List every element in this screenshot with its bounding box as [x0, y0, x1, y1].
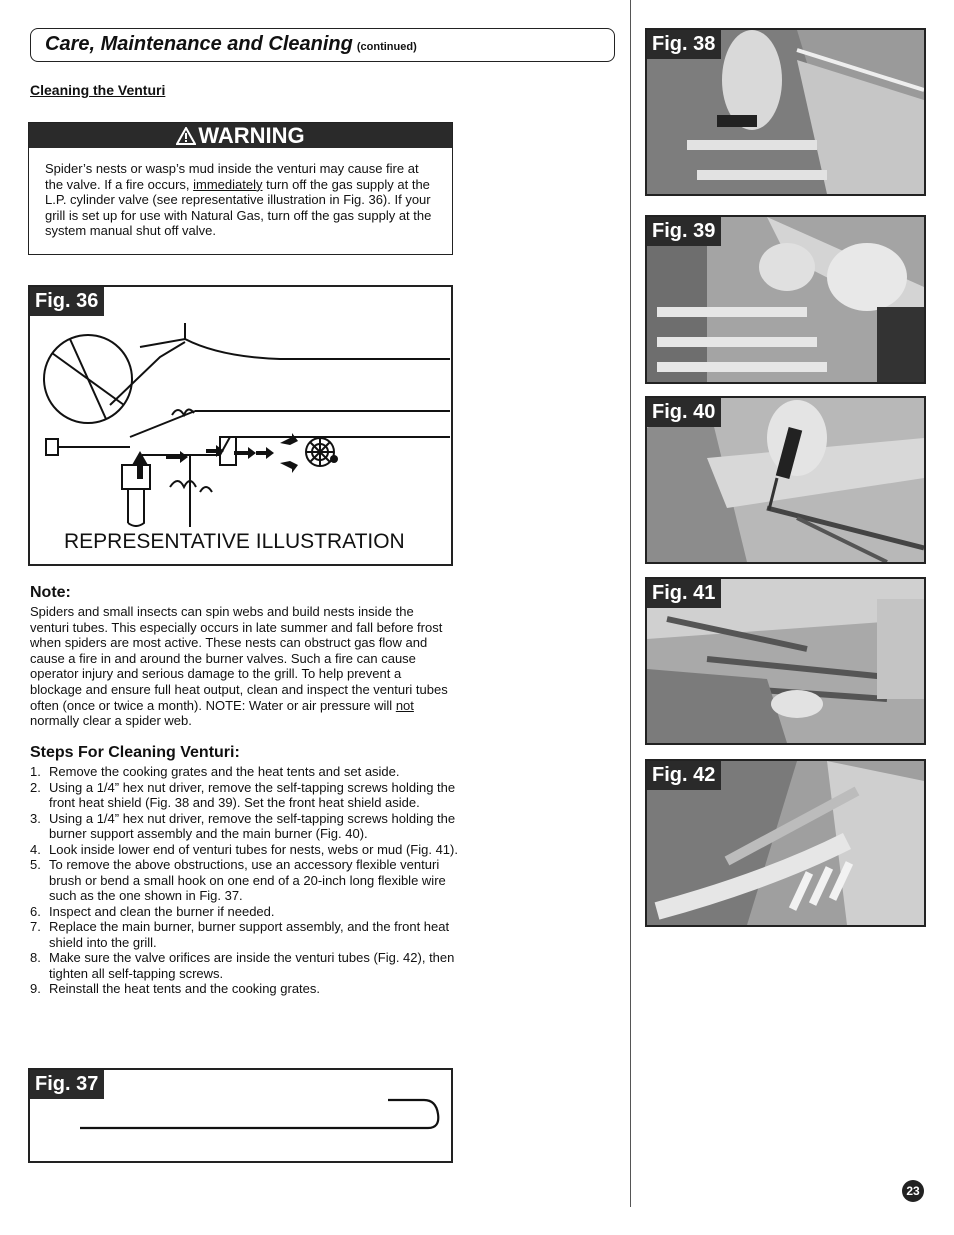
figure-41 — [645, 577, 926, 745]
continued-label: (continued) — [356, 41, 417, 53]
step-item — [30, 981, 460, 997]
step-number: 5. — [30, 857, 41, 872]
step-number: 1. — [30, 764, 41, 779]
warning-banner — [29, 123, 452, 148]
step-number: 2. — [30, 779, 41, 795]
steps-list — [30, 764, 460, 997]
figure-38-label: Fig. 38 — [647, 30, 721, 59]
figure-42-label: Fig. 42 — [647, 761, 721, 790]
section-header — [30, 28, 615, 62]
warning-box — [28, 122, 453, 255]
warning-text: Spider’s nests or wasp’s mud inside the venturi may cause fire at the valve. If a fire occurs, immediately turn off the gas supply at the L.P. cylinder valve (see representative illustration in Fig. 36). If your grill is set up for use with Natural Gas, turn off the gas supply at the system manual shut off valve. — [45, 161, 432, 238]
step-text: To remove the above obstructions, use an accessory flexible venturi brush or bend a small hook on one end of a 20-inch long flexible wire such as the one shown in Fig. 37. — [49, 857, 446, 903]
figure-36-label: Fig. 36 — [30, 287, 104, 316]
figure-39 — [645, 215, 926, 384]
figure-37-label: Fig. 37 — [30, 1070, 104, 1099]
figure-36 — [28, 285, 453, 566]
step-item — [30, 919, 460, 950]
warning-title: WARNING — [198, 123, 305, 148]
step-item — [30, 811, 460, 842]
steps-title: Steps For Cleaning Venturi: — [30, 744, 240, 761]
step-text: Make sure the valve orifices are inside the venturi tubes (Fig. 42), then tighten all self-tapping screws. — [49, 950, 455, 981]
step-item — [30, 857, 460, 904]
step-text: Using a 1/4” hex nut driver, remove the self-tapping screws holding the burner support assembly and the main burner (Fig. 40). — [49, 810, 456, 841]
step-text: Inspect and clean the burner if needed. — [49, 903, 275, 919]
subheading: Cleaning the Venturi — [30, 82, 166, 98]
page-title: Care, Maintenance and Cleaning (continued) — [45, 33, 417, 55]
step-item — [30, 842, 460, 858]
step-item — [30, 950, 460, 981]
warning-triangle-icon — [176, 127, 196, 145]
step-number: 9. — [30, 981, 41, 996]
step-number: 4. — [30, 841, 41, 857]
step-text: Remove the cooking grates and the heat tents and set aside. — [49, 764, 400, 779]
step-number: 3. — [30, 810, 41, 826]
figure-40 — [645, 396, 926, 564]
figure-36-caption: REPRESENTATIVE ILLUSTRATION — [64, 530, 405, 553]
step-text: Using a 1/4” hex nut driver, remove the self-tapping screws holding the front heat shield (Fig. 38 and 39). Set the front heat shield aside. — [49, 779, 456, 810]
figure-41-label: Fig. 41 — [647, 579, 721, 608]
figure-39-label: Fig. 39 — [647, 217, 721, 246]
figure-37 — [28, 1068, 453, 1163]
figure-38 — [645, 28, 926, 196]
page-number: 23 — [902, 1180, 924, 1202]
step-number: 7. — [30, 919, 41, 934]
step-number: 8. — [30, 950, 41, 965]
note-title: Note: — [30, 584, 71, 601]
step-item — [30, 764, 460, 780]
column-divider — [630, 0, 631, 1207]
venturi-illustration — [30, 287, 451, 527]
step-text: Replace the main burner, burner support assembly, and the front heat shield into the grill. — [49, 919, 450, 950]
step-text: Reinstall the heat tents and the cooking grates. — [49, 981, 321, 996]
step-number: 6. — [30, 903, 41, 919]
figure-42 — [645, 759, 926, 927]
note-text: Spiders and small insects can spin webs and build nests inside the venturi tubes. This especially occurs in late summer and fall before frost when spiders are most active. These nests can obstruct gas flow and cause a fire in and around the burner valves. Such a fire can cause operator injury and serious damage to the grill. To help prevent a blockage and ensure full heat output, clean and inspect the venturi tubes often (once or twice a month). NOTE: Water or air pressure will not normally clear a spider web. — [30, 604, 448, 729]
step-text: Look inside lower end of venturi tubes for nests, webs or mud (Fig. 41). — [49, 841, 458, 857]
figure-40-label: Fig. 40 — [647, 398, 721, 427]
step-item — [30, 780, 460, 811]
step-item — [30, 904, 460, 920]
